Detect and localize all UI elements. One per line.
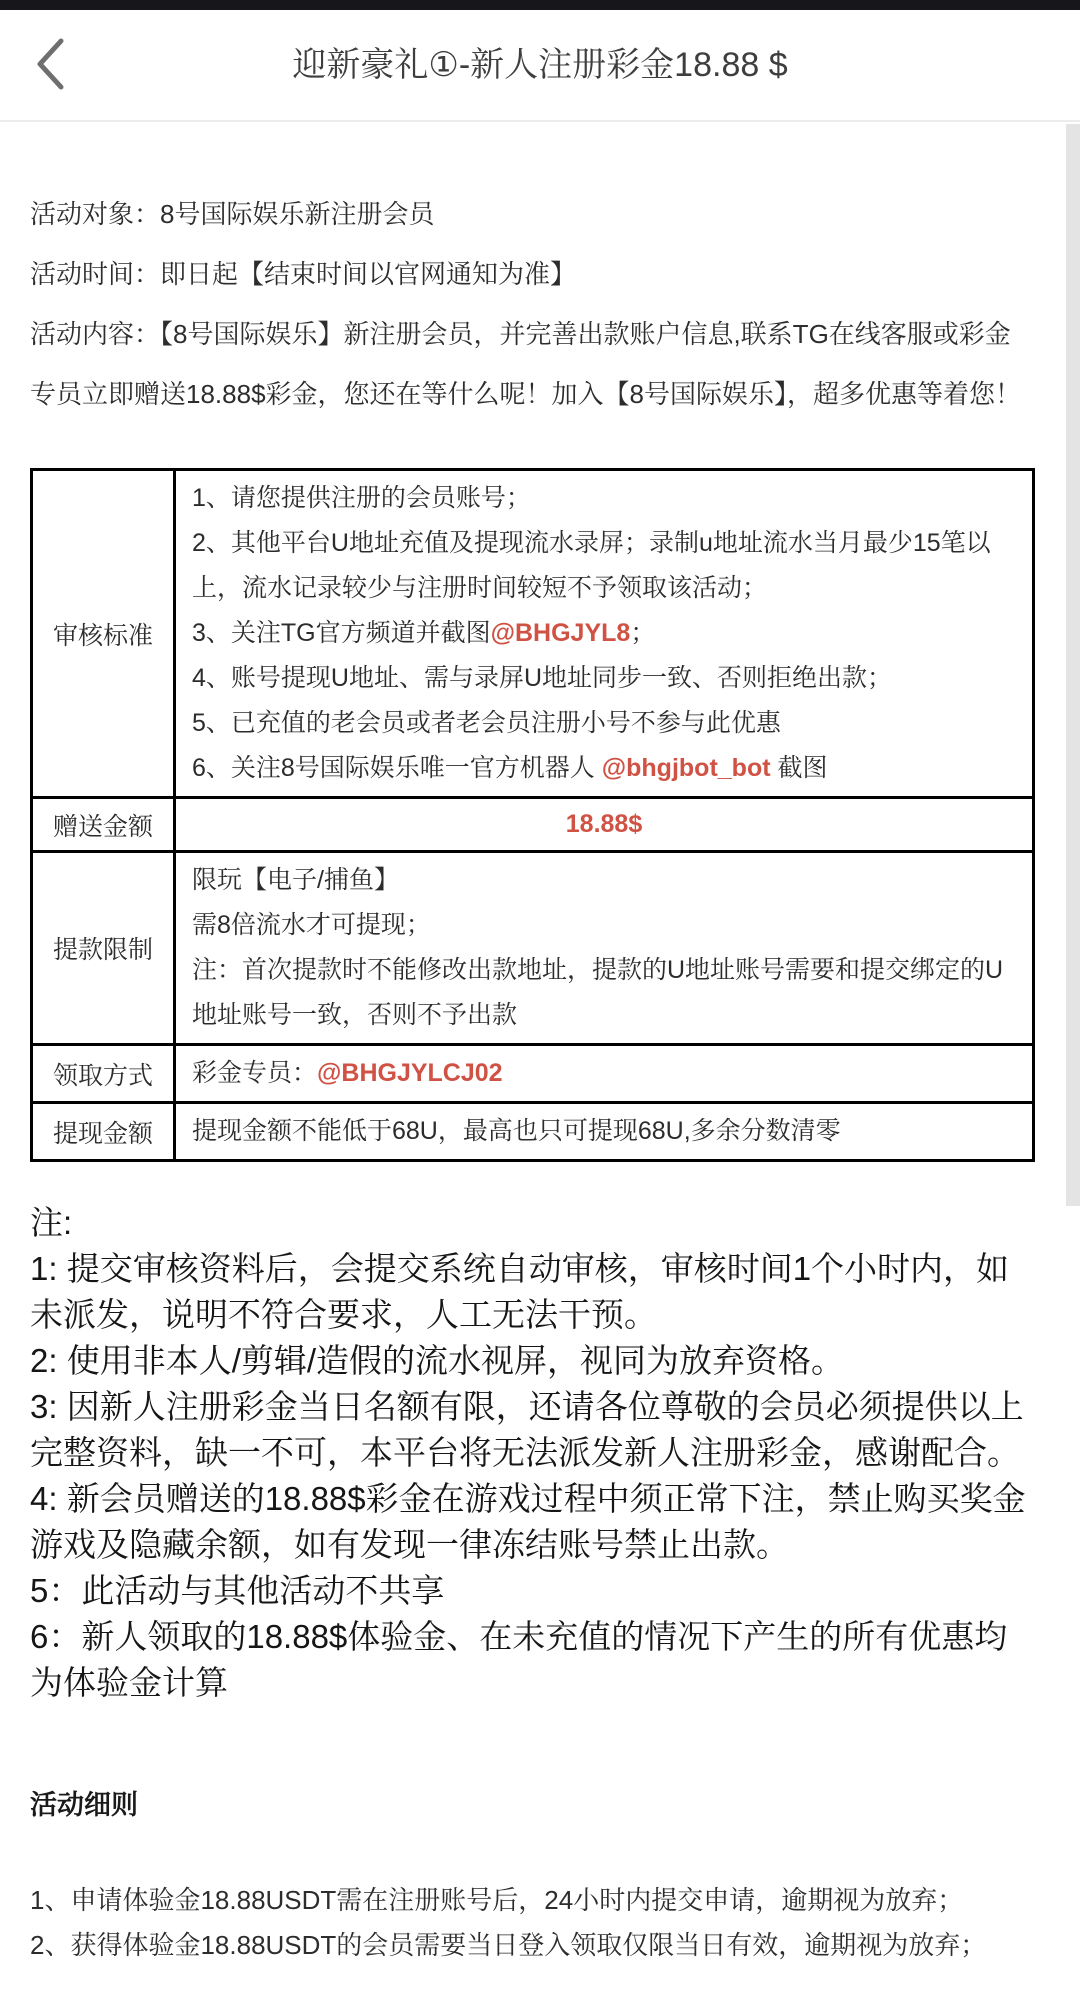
table-row-audit [32,470,1034,798]
bonus-amount-value [175,798,1034,852]
intro-line-target: 活动对象：8号国际娱乐新注册会员 [30,199,435,229]
table-row-bonus-amount [32,798,1034,852]
table-row-claim-method [32,1045,1034,1103]
accent-text: @bhgjbot_bot [601,754,771,782]
withdraw-amount-value [175,1103,1034,1161]
status-bar [0,0,1080,10]
back-button[interactable] [26,33,74,97]
promo-rules-table [30,468,1035,1162]
audit-item [192,656,1016,701]
row-content [175,852,1034,1045]
scrollbar-thumb[interactable] [1066,124,1080,1206]
notes-section [30,1200,1035,1706]
text-segment: ； [630,619,656,647]
row-label: 审核标准 [32,470,175,798]
note-item: 1: 提交审核资料后，会提交系统自动审核，审核时间1个小时内，如未派发，说明不符合要求，人工无法干预。 [30,1250,1010,1333]
note-item: 3: 因新人注册彩金当日名额有限，还请各位尊敬的会员必须提供以上完整资料，缺一不可，本平台将无法派发新人注册彩金，感谢配合。 [30,1388,1024,1471]
text-segment: 截图 [770,754,828,782]
accent-text: @BHGJYL8 [490,619,631,647]
row-label: 提款限制 [32,852,175,1045]
row-content [175,470,1034,798]
limit-item [192,948,1016,1038]
audit-item [192,521,1016,611]
text-segment: 彩金专员： [192,1059,318,1087]
claim-method-value [175,1045,1034,1103]
text-segment: 5、已充值的老会员或者老会员注册小号不参与此优惠 [192,709,781,737]
limit-item [192,858,1016,903]
note-item: 2: 使用非本人/剪辑/造假的流水视屏，视同为放弃资格。 [30,1342,845,1379]
main-content [0,184,1080,1968]
accent-text: 18.88$ [565,810,643,838]
activity-intro [30,184,1035,424]
page-title: 迎新豪礼①-新人注册彩金18.88 $ [292,45,788,84]
text-segment: 需8倍流水才可提现； [192,911,431,939]
details-list [30,1878,1035,1968]
text-segment: 2、其他平台U地址充值及提现流水录屏；录制u地址流水当月最少15笔以上，流水记录较少与注册时间较短不予领取该活动； [192,529,991,602]
limit-item [192,903,1016,948]
details-heading: 活动细则 [30,1790,138,1820]
audit-item [192,611,1016,656]
text-segment: 6、关注8号国际娱乐唯一官方机器人 [192,754,602,782]
row-label: 领取方式 [32,1045,175,1103]
intro-line-time: 活动时间：即日起【结束时间以官网通知为准】 [30,259,577,289]
note-item: 4: 新会员赠送的18.88$彩金在游戏过程中须正常下注，禁止购买奖金游戏及隐藏余额，如有发现一律冻结账号禁止出款。 [30,1480,1026,1563]
row-label: 提现金额 [32,1103,175,1161]
intro-line-content: 活动内容：【8号国际娱乐】新注册会员，并完善出款账户信息,联系TG在线客服或彩金专员立即赠送18.88$彩金，您还在等什么呢！加入【8号国际娱乐】，超多优惠等着您！ [30,319,1021,409]
audit-item [192,746,1016,791]
note-item: 6：新人领取的18.88$体验金、在未充值的情况下产生的所有优惠均为体验金计算 [30,1618,1008,1701]
audit-item [192,701,1016,746]
detail-item: 1、申请体验金18.88USDT需在注册账号后，24小时内提交申请，逾期视为放弃； [30,1885,964,1915]
row-label: 赠送金额 [32,798,175,852]
text-segment: 4、账号提现U地址、需与录屏U地址同步一致、否则拒绝出款； [192,664,893,692]
text-segment: 提现金额不能低于68U，最高也只可提现68U,多余分数清零 [192,1117,841,1145]
detail-item: 2、获得体验金18.88USDT的会员需要当日登入领取仅限当日有效，逾期视为放弃； [30,1930,987,1960]
text-segment: 3、关注TG官方频道并截图 [192,619,491,647]
page-header [0,10,1080,122]
text-segment: 注：首次提款时不能修改出款地址，提款的U地址账号需要和提交绑定的U地址账号一致，否则不予出款 [192,956,1004,1029]
note-item: 5：此活动与其他活动不共享 [30,1572,445,1609]
notes-heading: 注: [30,1204,73,1241]
text-segment: 限玩【电子/捕鱼】 [192,866,399,894]
chevron-left-icon [33,35,67,96]
accent-text: @BHGJYLCJ02 [317,1059,503,1087]
table-row-withdraw-limit [32,852,1034,1045]
table-row-withdraw-amount [32,1103,1034,1161]
text-segment: 1、请您提供注册的会员账号； [192,484,531,512]
audit-item [192,476,1016,521]
